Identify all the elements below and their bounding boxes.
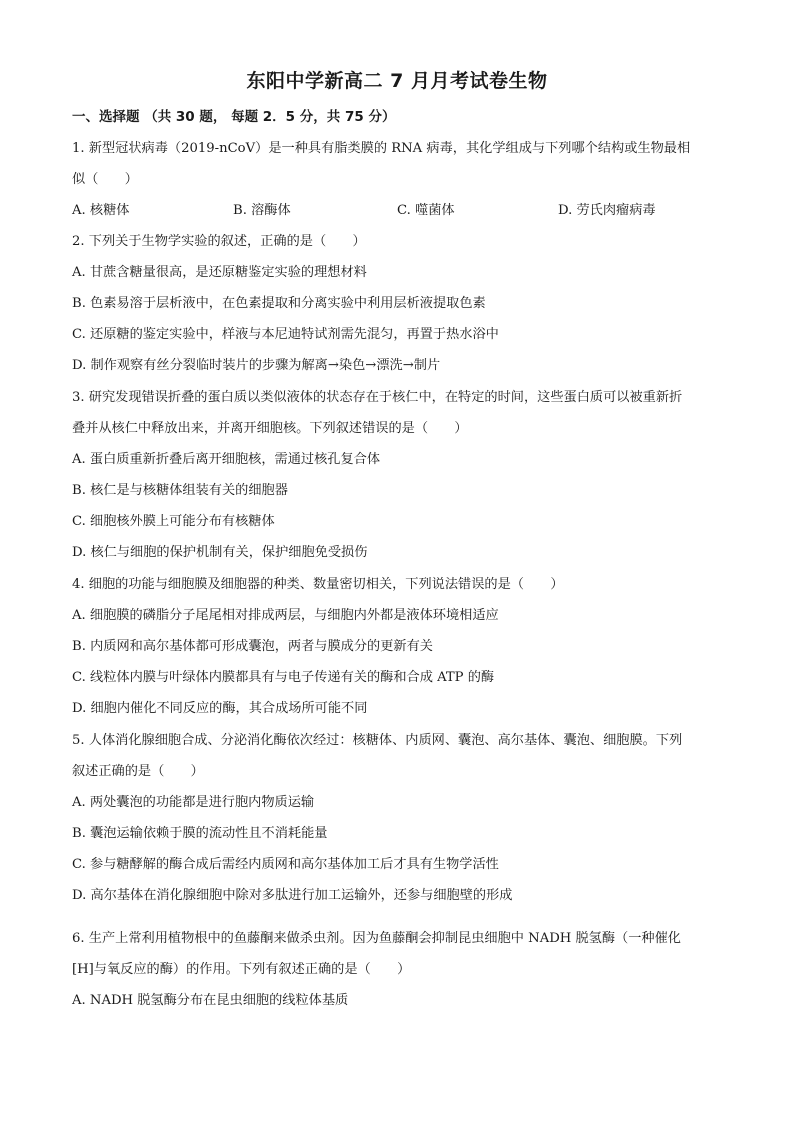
- question-4-option-b: B. 内质网和高尔基体都可形成囊泡，两者与膜成分的更新有关: [72, 639, 433, 654]
- question-4-stem: 4. 细胞的功能与细胞膜及细胞器的种类、数量密切相关，下列说法错误的是（ ）: [72, 577, 564, 592]
- question-5-option-d: D. 高尔基体在消化腺细胞中除对多肽进行加工运输外，还参与细胞壁的形成: [72, 888, 513, 903]
- question-1-option-a: A. 核糖体: [72, 203, 130, 218]
- question-1-option-d: D. 劳氏肉瘤病毒: [558, 203, 656, 218]
- question-2-option-a: A. 甘蔗含糖量很高，是还原糖鉴定实验的理想材料: [72, 265, 367, 280]
- question-3-option-d: D. 核仁与细胞的保护机制有关，保护细胞免受损伤: [72, 545, 368, 560]
- page-title: 东阳中学新高二 7 月月考试卷生物: [246, 70, 548, 92]
- question-5-stem-line-1: 5. 人体消化腺细胞合成、分泌消化酶依次经过：核糖体、内质网、囊泡、高尔基体、囊泡、细胞膜。下列: [72, 733, 683, 748]
- section-heading: 一、选择题 （共 30 题， 每题 2．5 分，共 75 分）: [72, 109, 396, 125]
- question-3-stem-line-2: 叠并从核仁中释放出来，并离开细胞核。下列叙述错误的是（ ）: [72, 421, 468, 436]
- question-5-stem-line-2: 叙述正确的是（ ）: [72, 764, 204, 779]
- question-2-stem: 2. 下列关于生物学实验的叙述，正确的是（ ）: [72, 234, 366, 249]
- question-6-option-a: A. NADH 脱氢酶分布在昆虫细胞的线粒体基质: [72, 993, 349, 1008]
- question-3-option-b: B. 核仁是与核糖体组装有关的细胞器: [72, 483, 288, 498]
- question-1-stem-line-2: 似（ ）: [72, 172, 138, 187]
- question-3-stem-line-1: 3. 研究发现错误折叠的蛋白质以类似液体的状态存在于核仁中，在特定的时间，这些蛋白质可以被重新折: [72, 390, 683, 405]
- question-3-option-a: A. 蛋白质重新折叠后离开细胞核，需通过核孔复合体: [72, 452, 381, 467]
- question-6-stem-line-2: [H]与氧反应的酶）的作用。下列有叙述正确的是（ ）: [72, 962, 411, 977]
- question-5-option-a: A. 两处囊泡的功能都是进行胞内物质运输: [72, 795, 315, 810]
- question-1-option-b: B. 溶酶体: [233, 203, 291, 218]
- question-6-stem-line-1: 6. 生产上常利用植物根中的鱼藤酮来做杀虫剂。因为鱼藤酮会抑制昆虫细胞中 NADH 脱氢酶（一种催化: [72, 931, 681, 946]
- question-3-option-c: C. 细胞核外膜上可能分布有核糖体: [72, 514, 275, 529]
- question-1-stem-line-1: 1. 新型冠状病毒（2019-nCoV）是一种具有脂类膜的 RNA 病毒，其化学组成与下列哪个结构或生物最相: [72, 141, 691, 156]
- question-2-option-d: D. 制作观察有丝分裂临时装片的步骤为解离→染色→漂洗→制片: [72, 358, 441, 373]
- question-2-option-b: B. 色素易溶于层析液中，在色素提取和分离实验中利用层析液提取色素: [72, 296, 486, 311]
- question-4-option-a: A. 细胞膜的磷脂分子尾尾相对排成两层，与细胞内外都是液体环境相适应: [72, 608, 499, 623]
- question-5-option-b: B. 囊泡运输依赖于膜的流动性且不消耗能量: [72, 826, 328, 841]
- question-5-option-c: C. 参与糖酵解的酶合成后需经内质网和高尔基体加工后才具有生物学活性: [72, 857, 499, 872]
- question-4-option-d: D. 细胞内催化不同反应的酶，其合成场所可能不同: [72, 701, 368, 716]
- question-4-option-c: C. 线粒体内膜与叶绿体内膜都具有与电子传递有关的酶和合成 ATP 的酶: [72, 670, 495, 685]
- question-1-option-c: C. 噬菌体: [397, 203, 455, 218]
- question-2-option-c: C. 还原糖的鉴定实验中，样液与本尼迪特试剂需先混匀，再置于热水浴中: [72, 327, 499, 342]
